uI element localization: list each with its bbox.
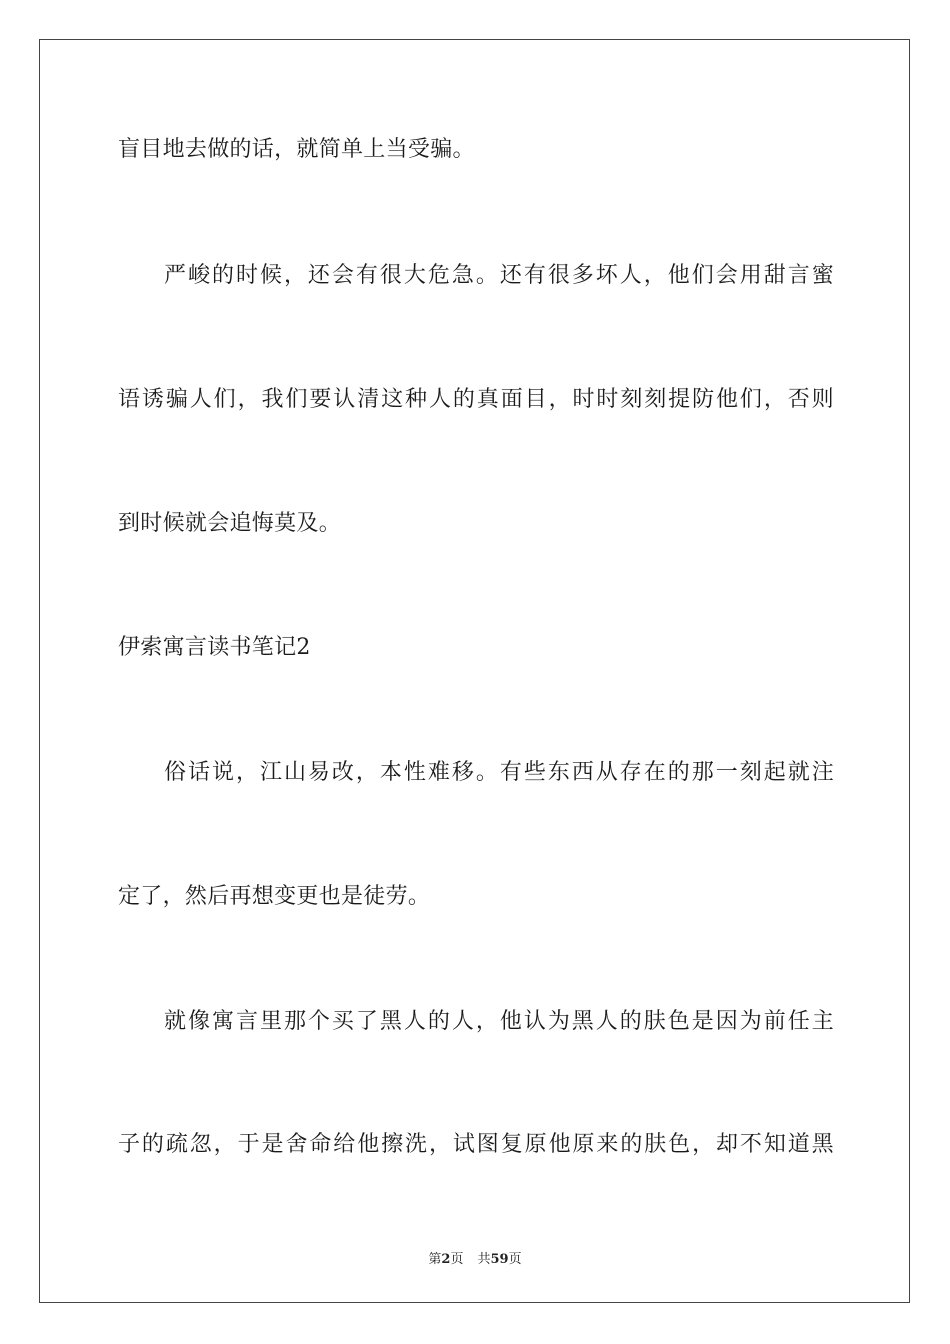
page-number: 2	[441, 1252, 451, 1267]
paragraph-line-3: 语诱骗人们，我们要认清这种人的真面目，时时刻刻提防他们，否则	[118, 387, 834, 412]
paragraph-line-7: 定了，然后再想变更也是徒劳。	[118, 884, 431, 909]
paragraph-line-9: 子的疏忽，于是舍命给他擦洗，试图复原他原来的肤色，却不知道黑	[118, 1132, 834, 1157]
total-pages: 59	[490, 1252, 509, 1267]
paragraph-line-6: 俗话说，江山易改，本性难移。有些东西从存在的那一刻起就注	[164, 760, 834, 785]
page-suffix: 页	[450, 1252, 464, 1267]
page-prefix: 第	[428, 1252, 442, 1267]
section-heading: 伊索寓言读书笔记2	[118, 635, 311, 660]
paragraph-line-2: 严峻的时候，还会有很大危急。还有很多坏人，他们会用甜言蜜	[164, 263, 834, 288]
total-suffix: 页	[508, 1252, 522, 1267]
paragraph-line-4: 到时候就会追悔莫及。	[118, 511, 342, 536]
body-line-1: 盲目地去做的话，就简单上当受骗。	[118, 137, 475, 162]
page-border	[39, 39, 910, 1303]
total-prefix: 共	[477, 1252, 491, 1267]
paragraph-line-8: 就像寓言里那个买了黑人的人，他认为黑人的肤色是因为前任主	[164, 1009, 834, 1034]
page-footer	[0, 1248, 950, 1267]
